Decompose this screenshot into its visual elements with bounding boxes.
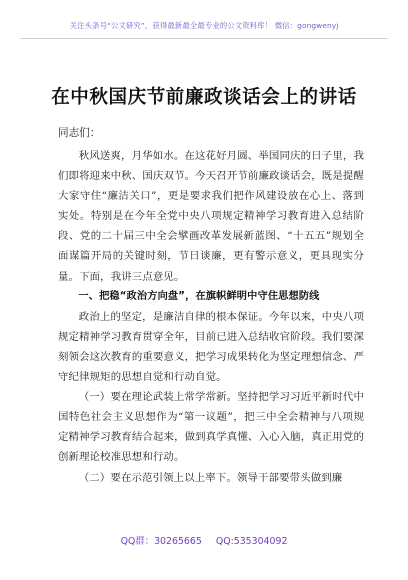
header-promo-note: 关注头条号“公文研究”，获得最新最全最专业的公文资料库！ 微信：gongwenyj <box>69 21 339 30</box>
section1-paragraph-3: （二）要在示范引领上以上率下。领导干部要带头做到廉 <box>78 471 343 484</box>
footer-qq-group: QQ群：30265665 <box>120 536 202 547</box>
salutation: 同志们： <box>58 127 101 139</box>
section-heading-1: 一、把稳“政治方向盘”，在旗帜鲜明中守住思想防线 <box>78 290 320 302</box>
intro-paragraph: 秋风送爽，月华如水。在这花好月圆、举国同庆的日子里，我们即将迎来中秋、国庆双节。今天召开节前廉政谈话会，既是提醒大家守住“廉洁关口”，更是要求我们把作风建设放在心上、落到实处。特别是在今年全党中央八项规定精神学习教育进入总结阶段、党的二十届三中全会擘画改革发展新蓝图、“十五五”规划全面谋篇开局的关键时刻，节日谈廉，更有警示意义，更具现实分量。下面，我讲三点意见。 <box>58 150 364 283</box>
section1-paragraph-1: 政治上的坚定，是廉洁自律的根本保证。今年以来，中央八项规定精神学习教育贯穿全年，目前已进入总结收官阶段。我们要深刻领会这次教育的重要意义，把学习成果转化为坚定理想信念、严守纪律规矩的思想自觉和行动自觉。 <box>58 310 364 384</box>
header-divider <box>20 38 388 39</box>
footer-qq: QQ:535304092 <box>215 536 288 547</box>
section1-paragraph-2: （一）要在理论武装上常学常新。坚持把学习习近平新时代中国特色社会主义思想作为“第一议题”，把三中全会精神与八项规定精神学习教育结合起来，做到真学真懂、入心入脑，真正用党的创新理论校准思想和行动。 <box>58 391 364 464</box>
document-body <box>58 146 364 488</box>
footer-contact <box>0 533 408 547</box>
document-title: 在中秋国庆节前廉政谈话会上的讲话 <box>51 87 357 108</box>
